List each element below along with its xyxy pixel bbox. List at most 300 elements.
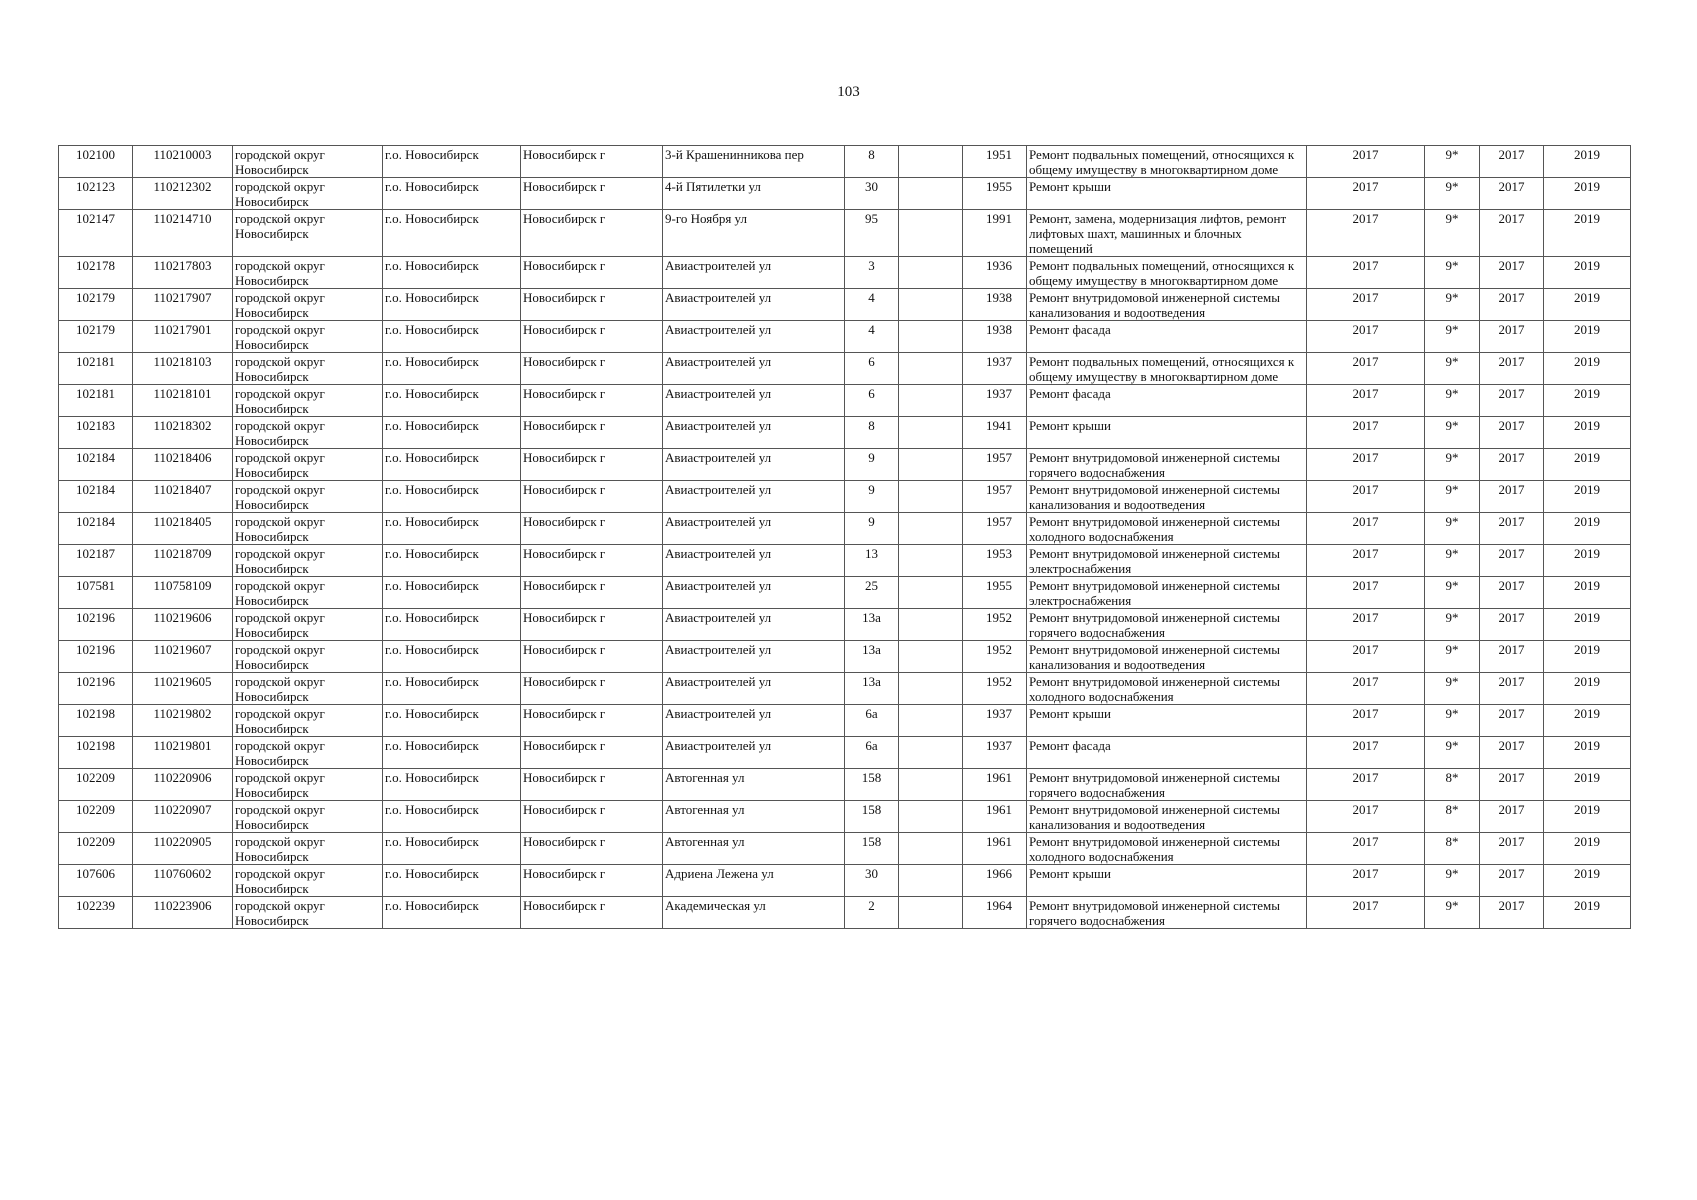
cell-settlement: Новосибирск г [521,609,663,641]
cell-work-type: Ремонт внутридомовой инженерной системы канализования и водоотведения [1027,801,1307,833]
cell-plan-year: 2017 [1307,737,1425,769]
cell-house: 4 [845,289,899,321]
cell-year-built: 1953 [963,545,1027,577]
cell-id: 102209 [59,833,133,865]
cell-code: 110218407 [133,481,233,513]
cell-house: 30 [845,865,899,897]
cell-start-year: 2017 [1480,481,1544,513]
cell-id: 102196 [59,673,133,705]
cell-extra [899,865,963,897]
cell-floors: 9* [1425,897,1480,929]
cell-street: Авиастроителей ул [663,673,845,705]
table-row [59,769,1631,801]
cell-code: 110217907 [133,289,233,321]
cell-year-built: 1957 [963,449,1027,481]
cell-code: 110210003 [133,146,233,178]
cell-street: Авиастроителей ул [663,321,845,353]
cell-work-type: Ремонт крыши [1027,705,1307,737]
cell-house: 8 [845,417,899,449]
cell-code: 110218709 [133,545,233,577]
cell-district: г.о. Новосибирск [383,545,521,577]
cell-floors: 9* [1425,513,1480,545]
cell-year-built: 1955 [963,178,1027,210]
cell-street: Автогенная ул [663,833,845,865]
cell-year-built: 1955 [963,577,1027,609]
cell-settlement: Новосибирск г [521,897,663,929]
cell-municipality: городской округ Новосибирск [233,321,383,353]
cell-municipality: городской округ Новосибирск [233,385,383,417]
cell-plan-year: 2017 [1307,673,1425,705]
cell-end-year: 2019 [1544,769,1631,801]
cell-start-year: 2017 [1480,577,1544,609]
page-number: 103 [837,84,860,100]
cell-work-type: Ремонт внутридомовой инженерной системы горячего водоснабжения [1027,897,1307,929]
cell-floors: 9* [1425,321,1480,353]
cell-floors: 9* [1425,545,1480,577]
cell-code: 110214710 [133,210,233,257]
table-row [59,289,1631,321]
cell-end-year: 2019 [1544,897,1631,929]
cell-settlement: Новосибирск г [521,210,663,257]
cell-work-type: Ремонт, замена, модернизация лифтов, ремонт лифтовых шахт, машинных и блочных помещений [1027,210,1307,257]
cell-start-year: 2017 [1480,417,1544,449]
cell-id: 102147 [59,210,133,257]
cell-house: 13а [845,609,899,641]
cell-municipality: городской округ Новосибирск [233,210,383,257]
table-row [59,897,1631,929]
cell-municipality: городской округ Новосибирск [233,865,383,897]
cell-year-built: 1951 [963,146,1027,178]
table-row [59,257,1631,289]
cell-district: г.о. Новосибирск [383,178,521,210]
cell-settlement: Новосибирск г [521,417,663,449]
cell-plan-year: 2017 [1307,609,1425,641]
repair-program-table [58,145,1631,929]
cell-street: Авиастроителей ул [663,417,845,449]
cell-extra [899,897,963,929]
cell-work-type: Ремонт внутридомовой инженерной системы горячего водоснабжения [1027,609,1307,641]
cell-code: 110217803 [133,257,233,289]
cell-district: г.о. Новосибирск [383,897,521,929]
cell-end-year: 2019 [1544,609,1631,641]
table-row [59,609,1631,641]
cell-settlement: Новосибирск г [521,545,663,577]
cell-end-year: 2019 [1544,705,1631,737]
cell-municipality: городской округ Новосибирск [233,353,383,385]
table-row [59,146,1631,178]
cell-plan-year: 2017 [1307,417,1425,449]
cell-year-built: 1957 [963,481,1027,513]
cell-settlement: Новосибирск г [521,146,663,178]
cell-street: Авиастроителей ул [663,705,845,737]
cell-extra [899,545,963,577]
cell-municipality: городской округ Новосибирск [233,737,383,769]
cell-id: 102181 [59,385,133,417]
cell-street: Авиастроителей ул [663,353,845,385]
cell-settlement: Новосибирск г [521,513,663,545]
cell-municipality: городской округ Новосибирск [233,705,383,737]
cell-extra [899,417,963,449]
cell-id: 102209 [59,801,133,833]
cell-settlement: Новосибирск г [521,833,663,865]
cell-end-year: 2019 [1544,801,1631,833]
cell-start-year: 2017 [1480,210,1544,257]
cell-start-year: 2017 [1480,289,1544,321]
cell-house: 6 [845,385,899,417]
cell-district: г.о. Новосибирск [383,210,521,257]
cell-plan-year: 2017 [1307,801,1425,833]
cell-house: 95 [845,210,899,257]
cell-id: 102196 [59,641,133,673]
cell-plan-year: 2017 [1307,257,1425,289]
table-row [59,353,1631,385]
cell-municipality: городской округ Новосибирск [233,545,383,577]
cell-settlement: Новосибирск г [521,769,663,801]
cell-start-year: 2017 [1480,146,1544,178]
cell-district: г.о. Новосибирск [383,385,521,417]
cell-settlement: Новосибирск г [521,289,663,321]
cell-floors: 9* [1425,705,1480,737]
cell-municipality: городской округ Новосибирск [233,289,383,321]
cell-start-year: 2017 [1480,833,1544,865]
cell-id: 102179 [59,289,133,321]
cell-extra [899,481,963,513]
cell-id: 102184 [59,513,133,545]
cell-extra [899,449,963,481]
cell-municipality: городской округ Новосибирск [233,481,383,513]
cell-street: Академическая ул [663,897,845,929]
cell-id: 102100 [59,146,133,178]
cell-year-built: 1961 [963,801,1027,833]
cell-municipality: городской округ Новосибирск [233,609,383,641]
table-body [59,146,1631,929]
cell-settlement: Новосибирск г [521,673,663,705]
cell-end-year: 2019 [1544,513,1631,545]
cell-year-built: 1941 [963,417,1027,449]
cell-work-type: Ремонт фасада [1027,737,1307,769]
cell-code: 110218302 [133,417,233,449]
cell-street: Авиастроителей ул [663,257,845,289]
cell-street: Авиастроителей ул [663,385,845,417]
table-row [59,385,1631,417]
cell-end-year: 2019 [1544,210,1631,257]
table-row [59,737,1631,769]
cell-floors: 8* [1425,769,1480,801]
cell-municipality: городской округ Новосибирск [233,577,383,609]
cell-floors: 8* [1425,801,1480,833]
cell-extra [899,257,963,289]
cell-start-year: 2017 [1480,353,1544,385]
cell-year-built: 1991 [963,210,1027,257]
cell-extra [899,178,963,210]
cell-street: Авиастроителей ул [663,609,845,641]
cell-street: Авиастроителей ул [663,641,845,673]
cell-plan-year: 2017 [1307,321,1425,353]
cell-settlement: Новосибирск г [521,353,663,385]
cell-plan-year: 2017 [1307,705,1425,737]
cell-street: Авиастроителей ул [663,449,845,481]
cell-code: 110218406 [133,449,233,481]
cell-street: 9-го Ноября ул [663,210,845,257]
cell-house: 13а [845,673,899,705]
cell-code: 110217901 [133,321,233,353]
cell-house: 4 [845,321,899,353]
cell-floors: 9* [1425,865,1480,897]
cell-floors: 9* [1425,353,1480,385]
cell-district: г.о. Новосибирск [383,737,521,769]
cell-start-year: 2017 [1480,385,1544,417]
cell-street: Авиастроителей ул [663,481,845,513]
cell-plan-year: 2017 [1307,513,1425,545]
cell-floors: 9* [1425,178,1480,210]
cell-id: 102209 [59,769,133,801]
cell-settlement: Новосибирск г [521,178,663,210]
cell-year-built: 1937 [963,737,1027,769]
cell-id: 102181 [59,353,133,385]
cell-code: 110218101 [133,385,233,417]
cell-settlement: Новосибирск г [521,641,663,673]
cell-year-built: 1964 [963,897,1027,929]
cell-start-year: 2017 [1480,178,1544,210]
cell-id: 102198 [59,737,133,769]
cell-end-year: 2019 [1544,417,1631,449]
cell-plan-year: 2017 [1307,385,1425,417]
cell-plan-year: 2017 [1307,481,1425,513]
cell-work-type: Ремонт внутридомовой инженерной системы канализования и водоотведения [1027,481,1307,513]
cell-start-year: 2017 [1480,513,1544,545]
cell-start-year: 2017 [1480,449,1544,481]
cell-district: г.о. Новосибирск [383,577,521,609]
cell-end-year: 2019 [1544,673,1631,705]
cell-extra [899,641,963,673]
cell-work-type: Ремонт крыши [1027,865,1307,897]
cell-plan-year: 2017 [1307,545,1425,577]
table-row [59,801,1631,833]
cell-district: г.о. Новосибирск [383,513,521,545]
cell-plan-year: 2017 [1307,833,1425,865]
cell-street: Авиастроителей ул [663,513,845,545]
cell-id: 107606 [59,865,133,897]
cell-floors: 9* [1425,737,1480,769]
cell-year-built: 1936 [963,257,1027,289]
cell-code: 110219607 [133,641,233,673]
cell-plan-year: 2017 [1307,865,1425,897]
cell-floors: 8* [1425,833,1480,865]
cell-extra [899,385,963,417]
cell-district: г.о. Новосибирск [383,146,521,178]
table-row [59,321,1631,353]
cell-extra [899,146,963,178]
cell-municipality: городской округ Новосибирск [233,769,383,801]
cell-extra [899,210,963,257]
cell-municipality: городской округ Новосибирск [233,673,383,705]
cell-start-year: 2017 [1480,865,1544,897]
cell-district: г.о. Новосибирск [383,257,521,289]
cell-end-year: 2019 [1544,146,1631,178]
cell-house: 6 [845,353,899,385]
cell-street: Адриена Лежена ул [663,865,845,897]
cell-year-built: 1938 [963,321,1027,353]
cell-work-type: Ремонт внутридомовой инженерной системы канализования и водоотведения [1027,289,1307,321]
cell-id: 102183 [59,417,133,449]
cell-work-type: Ремонт внутридомовой инженерной системы горячего водоснабжения [1027,769,1307,801]
cell-floors: 9* [1425,210,1480,257]
table-row [59,178,1631,210]
cell-work-type: Ремонт подвальных помещений, относящихся к общему имуществу в многоквартирном доме [1027,257,1307,289]
cell-code: 110219605 [133,673,233,705]
cell-work-type: Ремонт подвальных помещений, относящихся к общему имуществу в многоквартирном доме [1027,146,1307,178]
table-row [59,449,1631,481]
cell-work-type: Ремонт внутридомовой инженерной системы холодного водоснабжения [1027,673,1307,705]
cell-year-built: 1952 [963,609,1027,641]
cell-floors: 9* [1425,449,1480,481]
cell-settlement: Новосибирск г [521,865,663,897]
cell-end-year: 2019 [1544,865,1631,897]
cell-year-built: 1937 [963,705,1027,737]
cell-municipality: городской округ Новосибирск [233,897,383,929]
cell-code: 110223906 [133,897,233,929]
cell-settlement: Новосибирск г [521,449,663,481]
cell-house: 158 [845,801,899,833]
cell-district: г.о. Новосибирск [383,705,521,737]
cell-house: 8 [845,146,899,178]
cell-year-built: 1952 [963,641,1027,673]
cell-end-year: 2019 [1544,449,1631,481]
cell-house: 9 [845,513,899,545]
cell-id: 102179 [59,321,133,353]
cell-floors: 9* [1425,577,1480,609]
cell-floors: 9* [1425,385,1480,417]
cell-work-type: Ремонт крыши [1027,178,1307,210]
cell-floors: 9* [1425,417,1480,449]
cell-house: 6а [845,705,899,737]
cell-street: 4-й Пятилетки ул [663,178,845,210]
cell-district: г.о. Новосибирск [383,641,521,673]
cell-plan-year: 2017 [1307,289,1425,321]
cell-floors: 9* [1425,641,1480,673]
cell-year-built: 1961 [963,769,1027,801]
cell-id: 102184 [59,449,133,481]
table-row [59,577,1631,609]
cell-street: Автогенная ул [663,801,845,833]
cell-house: 9 [845,481,899,513]
cell-id: 102187 [59,545,133,577]
cell-street: Авиастроителей ул [663,577,845,609]
cell-start-year: 2017 [1480,673,1544,705]
cell-extra [899,321,963,353]
cell-code: 110760602 [133,865,233,897]
cell-plan-year: 2017 [1307,769,1425,801]
cell-settlement: Новосибирск г [521,481,663,513]
cell-settlement: Новосибирск г [521,321,663,353]
cell-plan-year: 2017 [1307,146,1425,178]
cell-floors: 9* [1425,481,1480,513]
cell-work-type: Ремонт внутридомовой инженерной системы канализования и водоотведения [1027,641,1307,673]
cell-code: 110220905 [133,833,233,865]
cell-municipality: городской округ Новосибирск [233,833,383,865]
cell-house: 9 [845,449,899,481]
cell-district: г.о. Новосибирск [383,321,521,353]
cell-district: г.о. Новосибирск [383,449,521,481]
cell-floors: 9* [1425,673,1480,705]
cell-district: г.о. Новосибирск [383,801,521,833]
cell-district: г.о. Новосибирск [383,769,521,801]
cell-municipality: городской округ Новосибирск [233,257,383,289]
cell-start-year: 2017 [1480,705,1544,737]
cell-street: Автогенная ул [663,769,845,801]
cell-extra [899,769,963,801]
cell-end-year: 2019 [1544,321,1631,353]
cell-year-built: 1938 [963,289,1027,321]
cell-work-type: Ремонт подвальных помещений, относящихся к общему имуществу в многоквартирном доме [1027,353,1307,385]
cell-floors: 9* [1425,257,1480,289]
cell-end-year: 2019 [1544,737,1631,769]
cell-district: г.о. Новосибирск [383,865,521,897]
cell-start-year: 2017 [1480,609,1544,641]
cell-house: 13 [845,545,899,577]
table-row [59,513,1631,545]
cell-municipality: городской округ Новосибирск [233,146,383,178]
cell-plan-year: 2017 [1307,577,1425,609]
cell-house: 30 [845,178,899,210]
cell-end-year: 2019 [1544,545,1631,577]
cell-start-year: 2017 [1480,641,1544,673]
cell-work-type: Ремонт внутридомовой инженерной системы холодного водоснабжения [1027,833,1307,865]
cell-code: 110218405 [133,513,233,545]
cell-settlement: Новосибирск г [521,737,663,769]
cell-end-year: 2019 [1544,641,1631,673]
table-row [59,673,1631,705]
cell-work-type: Ремонт фасада [1027,385,1307,417]
cell-year-built: 1937 [963,385,1027,417]
cell-start-year: 2017 [1480,769,1544,801]
cell-id: 102198 [59,705,133,737]
cell-year-built: 1966 [963,865,1027,897]
cell-street: Авиастроителей ул [663,545,845,577]
cell-district: г.о. Новосибирск [383,417,521,449]
cell-id: 102196 [59,609,133,641]
cell-municipality: городской округ Новосибирск [233,641,383,673]
cell-municipality: городской округ Новосибирск [233,801,383,833]
cell-end-year: 2019 [1544,833,1631,865]
table-row [59,833,1631,865]
cell-code: 110758109 [133,577,233,609]
cell-street: Авиастроителей ул [663,289,845,321]
cell-settlement: Новосибирск г [521,385,663,417]
table-row [59,545,1631,577]
table-row [59,210,1631,257]
cell-street: Авиастроителей ул [663,737,845,769]
cell-extra [899,353,963,385]
cell-municipality: городской округ Новосибирск [233,178,383,210]
cell-plan-year: 2017 [1307,353,1425,385]
cell-extra [899,609,963,641]
table-row [59,417,1631,449]
cell-extra [899,673,963,705]
cell-floors: 9* [1425,609,1480,641]
cell-house: 2 [845,897,899,929]
cell-work-type: Ремонт внутридомовой инженерной системы горячего водоснабжения [1027,449,1307,481]
cell-code: 110218103 [133,353,233,385]
cell-plan-year: 2017 [1307,178,1425,210]
cell-id: 102178 [59,257,133,289]
cell-work-type: Ремонт внутридомовой инженерной системы холодного водоснабжения [1027,513,1307,545]
cell-start-year: 2017 [1480,545,1544,577]
cell-district: г.о. Новосибирск [383,609,521,641]
cell-end-year: 2019 [1544,577,1631,609]
cell-settlement: Новосибирск г [521,801,663,833]
cell-work-type: Ремонт внутридомовой инженерной системы электроснабжения [1027,577,1307,609]
